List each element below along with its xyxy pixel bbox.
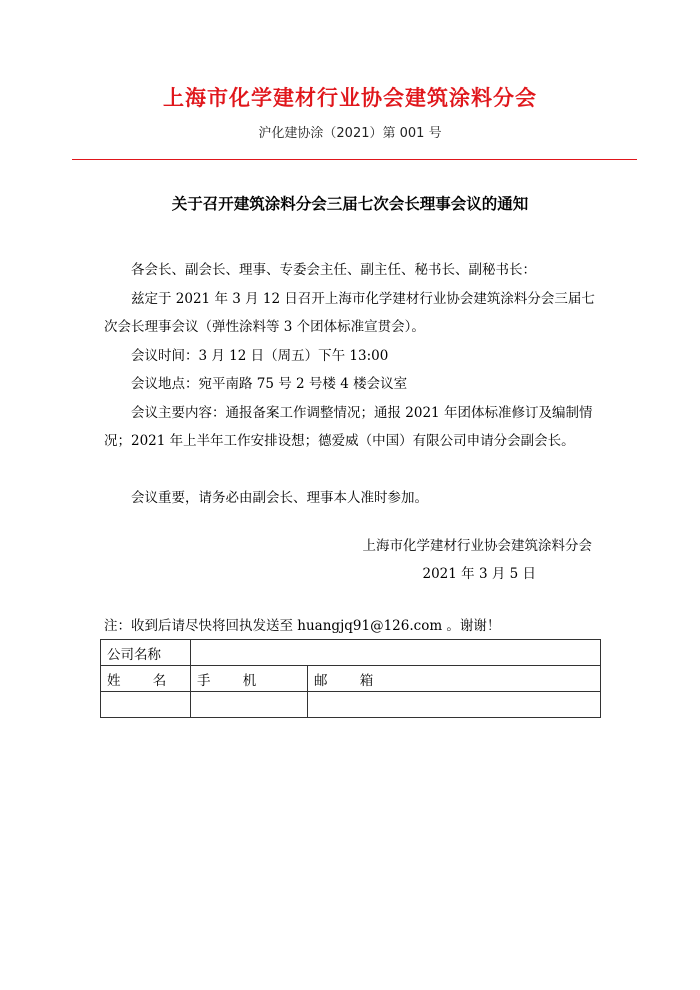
header-divider — [72, 159, 637, 160]
company-field[interactable] — [191, 640, 601, 666]
paragraph-spacer — [104, 456, 604, 484]
phone-label: 手 机 — [191, 666, 308, 692]
table-row — [101, 692, 601, 718]
meeting-agenda: 会议主要内容：通报备案工作调整情况；通报 2021 年团体标准修订及编制情况；2021 年上半年工作安排设想；德爱威（中国）有限公司申请分会副会长。 — [104, 404, 593, 449]
closing-paragraph: 会议重要，请务必由副会长、理事本人准时参加。 — [131, 489, 428, 506]
meeting-location: 会议地点：宛平南路 75 号 2 号楼 4 楼会议室 — [131, 376, 408, 392]
name-label: 姓 名 — [101, 666, 191, 692]
company-label: 公司名称 — [101, 640, 191, 666]
email-field[interactable] — [308, 692, 601, 718]
org-title: 上海市化学建材行业协会建筑涂料分会 — [163, 85, 537, 110]
reply-form-table — [100, 639, 601, 718]
name-field[interactable] — [101, 692, 191, 718]
phone-field[interactable] — [191, 692, 308, 718]
meeting-time: 会议时间：3 月 12 日（周五）下午 13:00 — [131, 347, 389, 364]
signature-block — [363, 532, 593, 588]
salutation: 各会长、副会长、理事、专委会主任、副主任、秘书长、副秘书长： — [131, 262, 536, 278]
email-label: 邮 箱 — [308, 666, 601, 692]
intro-paragraph: 兹定于 2021 年 3 月 12 日召开上海市化学建材行业协会建筑涂料分会三届七次会长理事会议（弹性涂料等 3 个团体标准宣贯会）。 — [104, 290, 595, 335]
reply-note: 注：收到后请尽快将回执发送至 huangjq91@126.com 。谢谢！ — [104, 618, 501, 634]
table-row — [101, 640, 601, 666]
table-row — [101, 666, 601, 692]
notice-body — [104, 256, 604, 512]
signature-org: 上海市化学建材行业协会建筑涂料分会 — [362, 538, 592, 554]
notice-title: 关于召开建筑涂料分会三届七次会长理事会议的通知 — [171, 195, 529, 213]
document-number: 沪化建协涂（2021）第 001 号 — [258, 126, 442, 141]
signature-date: 2021 年 3 月 5 日 — [422, 566, 536, 582]
